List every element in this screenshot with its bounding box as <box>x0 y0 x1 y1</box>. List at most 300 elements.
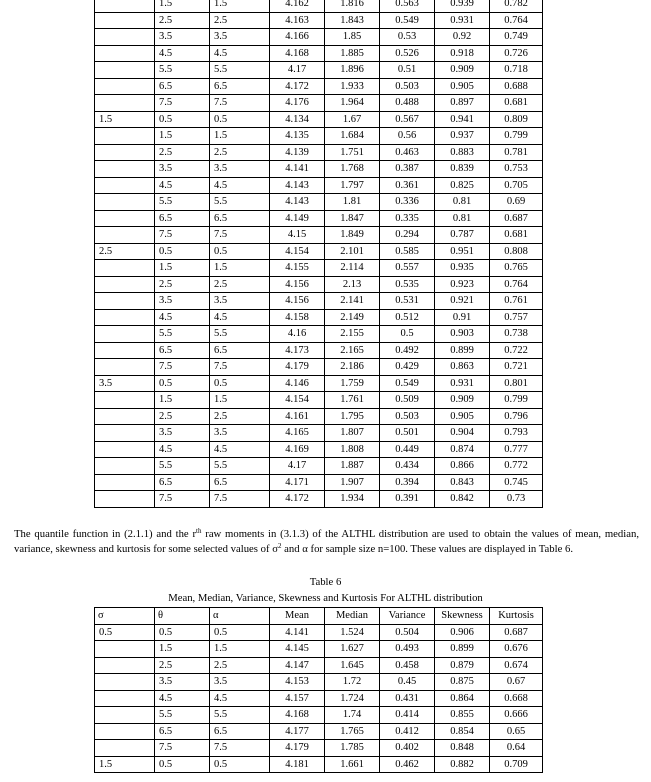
table-row <box>95 78 543 95</box>
table-row <box>95 392 543 409</box>
kurtosis-cell: 0.753 <box>490 161 543 178</box>
sigma-cell <box>95 458 155 475</box>
alpha-cell: 1.5 <box>210 641 270 658</box>
median-cell: 1.524 <box>325 624 380 641</box>
alpha-cell: 1.5 <box>210 260 270 277</box>
table-row <box>95 276 543 293</box>
median-cell: 2.155 <box>325 326 380 343</box>
sigma-cell <box>95 674 155 691</box>
sigma-cell: 2.5 <box>95 243 155 260</box>
kurtosis-cell: 0.801 <box>490 375 543 392</box>
header-alpha: α <box>210 608 270 625</box>
theta-cell: 2.5 <box>155 657 210 674</box>
kurtosis-cell: 0.64 <box>490 740 543 757</box>
table-row <box>95 723 543 740</box>
kurtosis-cell: 0.687 <box>490 624 543 641</box>
kurtosis-cell: 0.676 <box>490 641 543 658</box>
paragraph-text-2: raw moments in (3.1.3) of the ALTHL distribution are used to obtain the values of mean, median, variance, skewness and kurtosis for some selected values of σ <box>14 528 639 555</box>
table-row <box>95 243 543 260</box>
theta-cell: 3.5 <box>155 425 210 442</box>
kurtosis-cell: 0.781 <box>490 144 543 161</box>
theta-cell: 4.5 <box>155 441 210 458</box>
median-cell: 1.761 <box>325 392 380 409</box>
alpha-cell: 6.5 <box>210 723 270 740</box>
kurtosis-cell: 0.67 <box>490 674 543 691</box>
kurtosis-cell: 0.809 <box>490 111 543 128</box>
sigma-cell <box>95 177 155 194</box>
mean-cell: 4.149 <box>270 210 325 227</box>
theta-cell: 1.5 <box>155 128 210 145</box>
kurtosis-cell: 0.73 <box>490 491 543 508</box>
theta-cell: 3.5 <box>155 674 210 691</box>
theta-cell: 4.5 <box>155 177 210 194</box>
sigma-cell <box>95 309 155 326</box>
kurtosis-cell: 0.745 <box>490 474 543 491</box>
theta-cell: 2.5 <box>155 276 210 293</box>
header-kurtosis: Kurtosis <box>490 608 543 625</box>
sigma-cell <box>95 276 155 293</box>
skewness-cell: 0.909 <box>435 62 490 79</box>
skewness-cell: 0.931 <box>435 12 490 29</box>
alpha-cell: 5.5 <box>210 194 270 211</box>
variance-cell: 0.526 <box>380 45 435 62</box>
variance-cell: 0.501 <box>380 425 435 442</box>
alpha-cell: 3.5 <box>210 674 270 691</box>
median-cell: 1.81 <box>325 194 380 211</box>
mean-cell: 4.161 <box>270 408 325 425</box>
alpha-cell: 6.5 <box>210 342 270 359</box>
mean-cell: 4.139 <box>270 144 325 161</box>
table-row <box>95 144 543 161</box>
alpha-cell: 1.5 <box>210 128 270 145</box>
median-cell: 2.186 <box>325 359 380 376</box>
sigma-cell <box>95 408 155 425</box>
sigma-cell <box>95 707 155 724</box>
table-row <box>95 359 543 376</box>
variance-cell: 0.294 <box>380 227 435 244</box>
alpha-cell: 0.5 <box>210 111 270 128</box>
sigma-cell <box>95 29 155 46</box>
kurtosis-cell: 0.726 <box>490 45 543 62</box>
mean-cell: 4.173 <box>270 342 325 359</box>
alpha-cell: 4.5 <box>210 177 270 194</box>
variance-cell: 0.387 <box>380 161 435 178</box>
sigma-cell <box>95 740 155 757</box>
skewness-cell: 0.905 <box>435 78 490 95</box>
alpha-cell: 4.5 <box>210 309 270 326</box>
variance-cell: 0.391 <box>380 491 435 508</box>
sigma-cell <box>95 45 155 62</box>
sigma-cell: 1.5 <box>95 111 155 128</box>
skewness-cell: 0.875 <box>435 674 490 691</box>
sigma-cell <box>95 657 155 674</box>
kurtosis-cell: 0.765 <box>490 260 543 277</box>
header-mean: Mean <box>270 608 325 625</box>
mean-cell: 4.158 <box>270 309 325 326</box>
table-row <box>95 690 543 707</box>
theta-cell: 2.5 <box>155 12 210 29</box>
alpha-cell: 3.5 <box>210 29 270 46</box>
kurtosis-cell: 0.718 <box>490 62 543 79</box>
table-row <box>95 161 543 178</box>
theta-cell: 6.5 <box>155 342 210 359</box>
variance-cell: 0.429 <box>380 359 435 376</box>
sigma-cell <box>95 144 155 161</box>
skewness-cell: 0.91 <box>435 309 490 326</box>
theta-cell: 2.5 <box>155 408 210 425</box>
table-row <box>95 441 543 458</box>
median-cell: 1.645 <box>325 657 380 674</box>
kurtosis-cell: 0.782 <box>490 0 543 12</box>
sigma-cell <box>95 441 155 458</box>
theta-cell: 1.5 <box>155 0 210 12</box>
variance-cell: 0.503 <box>380 408 435 425</box>
mean-cell: 4.16 <box>270 326 325 343</box>
median-cell: 2.141 <box>325 293 380 310</box>
skewness-cell: 0.935 <box>435 260 490 277</box>
alpha-cell: 7.5 <box>210 227 270 244</box>
mean-cell: 4.162 <box>270 0 325 12</box>
mean-cell: 4.163 <box>270 12 325 29</box>
skewness-cell: 0.951 <box>435 243 490 260</box>
theta-cell: 0.5 <box>155 756 210 773</box>
alpha-cell: 5.5 <box>210 62 270 79</box>
table-6-body <box>95 624 543 773</box>
variance-cell: 0.503 <box>380 78 435 95</box>
alpha-cell: 3.5 <box>210 161 270 178</box>
sigma-cell <box>95 359 155 376</box>
skewness-cell: 0.842 <box>435 491 490 508</box>
mean-cell: 4.146 <box>270 375 325 392</box>
kurtosis-cell: 0.709 <box>490 756 543 773</box>
alpha-cell: 2.5 <box>210 408 270 425</box>
median-cell: 1.724 <box>325 690 380 707</box>
alpha-cell: 7.5 <box>210 95 270 112</box>
variance-cell: 0.504 <box>380 624 435 641</box>
median-cell: 1.887 <box>325 458 380 475</box>
mean-cell: 4.17 <box>270 62 325 79</box>
theta-cell: 6.5 <box>155 723 210 740</box>
median-cell: 1.964 <box>325 95 380 112</box>
kurtosis-cell: 0.65 <box>490 723 543 740</box>
mean-cell: 4.143 <box>270 177 325 194</box>
kurtosis-cell: 0.799 <box>490 128 543 145</box>
median-cell: 2.165 <box>325 342 380 359</box>
table-row <box>95 491 543 508</box>
mean-cell: 4.168 <box>270 45 325 62</box>
variance-cell: 0.434 <box>380 458 435 475</box>
table-5-continued <box>94 0 543 508</box>
theta-cell: 1.5 <box>155 641 210 658</box>
table-row <box>95 707 543 724</box>
sigma-cell <box>95 293 155 310</box>
table-row <box>95 624 543 641</box>
alpha-cell: 0.5 <box>210 624 270 641</box>
variance-cell: 0.402 <box>380 740 435 757</box>
header-skewness: Skewness <box>435 608 490 625</box>
theta-cell: 3.5 <box>155 161 210 178</box>
median-cell: 1.843 <box>325 12 380 29</box>
kurtosis-cell: 0.69 <box>490 194 543 211</box>
table-row <box>95 210 543 227</box>
theta-cell: 5.5 <box>155 62 210 79</box>
table-row <box>95 458 543 475</box>
skewness-cell: 0.918 <box>435 45 490 62</box>
table-row <box>95 111 543 128</box>
mean-cell: 4.156 <box>270 293 325 310</box>
kurtosis-cell: 0.687 <box>490 210 543 227</box>
theta-cell: 7.5 <box>155 740 210 757</box>
skewness-cell: 0.921 <box>435 293 490 310</box>
variance-cell: 0.412 <box>380 723 435 740</box>
kurtosis-cell: 0.688 <box>490 78 543 95</box>
kurtosis-cell: 0.668 <box>490 690 543 707</box>
kurtosis-cell: 0.757 <box>490 309 543 326</box>
table-row <box>95 45 543 62</box>
mean-cell: 4.168 <box>270 707 325 724</box>
kurtosis-cell: 0.674 <box>490 657 543 674</box>
skewness-cell: 0.903 <box>435 326 490 343</box>
mean-cell: 4.155 <box>270 260 325 277</box>
sigma-cell <box>95 641 155 658</box>
sigma-cell <box>95 491 155 508</box>
theta-cell: 3.5 <box>155 29 210 46</box>
median-cell: 1.797 <box>325 177 380 194</box>
table-row <box>95 342 543 359</box>
variance-cell: 0.394 <box>380 474 435 491</box>
median-cell: 2.13 <box>325 276 380 293</box>
paragraph-text-3: and α for sample size n=100. These values are displayed in Table 6. <box>281 543 574 555</box>
mean-cell: 4.176 <box>270 95 325 112</box>
alpha-cell: 7.5 <box>210 491 270 508</box>
variance-cell: 0.563 <box>380 0 435 12</box>
kurtosis-cell: 0.681 <box>490 95 543 112</box>
alpha-cell: 1.5 <box>210 392 270 409</box>
sigma-cell <box>95 227 155 244</box>
skewness-cell: 0.905 <box>435 408 490 425</box>
alpha-cell: 4.5 <box>210 45 270 62</box>
sigma-cell: 1.5 <box>95 756 155 773</box>
median-cell: 1.74 <box>325 707 380 724</box>
variance-cell: 0.458 <box>380 657 435 674</box>
alpha-cell: 2.5 <box>210 144 270 161</box>
alpha-cell: 5.5 <box>210 458 270 475</box>
kurtosis-cell: 0.772 <box>490 458 543 475</box>
sigma-cell <box>95 78 155 95</box>
kurtosis-cell: 0.793 <box>490 425 543 442</box>
mean-cell: 4.15 <box>270 227 325 244</box>
variance-cell: 0.335 <box>380 210 435 227</box>
skewness-cell: 0.92 <box>435 29 490 46</box>
table-row <box>95 62 543 79</box>
mean-cell: 4.156 <box>270 276 325 293</box>
alpha-cell: 7.5 <box>210 740 270 757</box>
mean-cell: 4.169 <box>270 441 325 458</box>
theta-cell: 6.5 <box>155 210 210 227</box>
skewness-cell: 0.897 <box>435 95 490 112</box>
header-median: Median <box>325 608 380 625</box>
paragraph-superscript-2: 2 <box>277 542 282 550</box>
mean-cell: 4.141 <box>270 161 325 178</box>
skewness-cell: 0.81 <box>435 194 490 211</box>
theta-cell: 6.5 <box>155 78 210 95</box>
table-row <box>95 12 543 29</box>
theta-cell: 3.5 <box>155 293 210 310</box>
table-row <box>95 740 543 757</box>
skewness-cell: 0.882 <box>435 756 490 773</box>
mean-cell: 4.179 <box>270 359 325 376</box>
alpha-cell: 3.5 <box>210 293 270 310</box>
theta-cell: 0.5 <box>155 375 210 392</box>
kurtosis-cell: 0.808 <box>490 243 543 260</box>
skewness-cell: 0.848 <box>435 740 490 757</box>
sigma-cell <box>95 12 155 29</box>
theta-cell: 6.5 <box>155 474 210 491</box>
sigma-cell <box>95 161 155 178</box>
mean-cell: 4.134 <box>270 111 325 128</box>
table-6-header-row <box>95 608 543 625</box>
mean-cell: 4.153 <box>270 674 325 691</box>
skewness-cell: 0.863 <box>435 359 490 376</box>
variance-cell: 0.567 <box>380 111 435 128</box>
kurtosis-cell: 0.761 <box>490 293 543 310</box>
variance-cell: 0.512 <box>380 309 435 326</box>
theta-cell: 1.5 <box>155 392 210 409</box>
variance-cell: 0.549 <box>380 12 435 29</box>
median-cell: 1.768 <box>325 161 380 178</box>
table-row <box>95 0 543 12</box>
skewness-cell: 0.839 <box>435 161 490 178</box>
table-row <box>95 293 543 310</box>
median-cell: 1.849 <box>325 227 380 244</box>
theta-cell: 0.5 <box>155 624 210 641</box>
variance-cell: 0.557 <box>380 260 435 277</box>
mean-cell: 4.135 <box>270 128 325 145</box>
skewness-cell: 0.909 <box>435 392 490 409</box>
mean-cell: 4.154 <box>270 392 325 409</box>
table-row <box>95 177 543 194</box>
kurtosis-cell: 0.764 <box>490 276 543 293</box>
median-cell: 1.85 <box>325 29 380 46</box>
skewness-cell: 0.879 <box>435 657 490 674</box>
mean-cell: 4.145 <box>270 641 325 658</box>
alpha-cell: 6.5 <box>210 474 270 491</box>
header-theta: θ <box>155 608 210 625</box>
header-variance: Variance <box>380 608 435 625</box>
alpha-cell: 5.5 <box>210 326 270 343</box>
sigma-cell <box>95 128 155 145</box>
sigma-cell <box>95 194 155 211</box>
variance-cell: 0.53 <box>380 29 435 46</box>
table-5-body <box>95 0 543 507</box>
theta-cell: 4.5 <box>155 45 210 62</box>
skewness-cell: 0.787 <box>435 227 490 244</box>
alpha-cell: 0.5 <box>210 756 270 773</box>
variance-cell: 0.463 <box>380 144 435 161</box>
median-cell: 1.751 <box>325 144 380 161</box>
table-row <box>95 408 543 425</box>
median-cell: 1.808 <box>325 441 380 458</box>
variance-cell: 0.431 <box>380 690 435 707</box>
sigma-cell: 0.5 <box>95 624 155 641</box>
table-row <box>95 425 543 442</box>
skewness-cell: 0.941 <box>435 111 490 128</box>
paragraph-superscript-th: th <box>196 527 202 535</box>
median-cell: 1.684 <box>325 128 380 145</box>
variance-cell: 0.361 <box>380 177 435 194</box>
skewness-cell: 0.931 <box>435 375 490 392</box>
sigma-cell <box>95 62 155 79</box>
variance-cell: 0.5 <box>380 326 435 343</box>
variance-cell: 0.531 <box>380 293 435 310</box>
alpha-cell: 2.5 <box>210 12 270 29</box>
median-cell: 1.933 <box>325 78 380 95</box>
alpha-cell: 3.5 <box>210 425 270 442</box>
alpha-cell: 6.5 <box>210 78 270 95</box>
median-cell: 1.67 <box>325 111 380 128</box>
alpha-cell: 5.5 <box>210 707 270 724</box>
kurtosis-cell: 0.681 <box>490 227 543 244</box>
mean-cell: 4.143 <box>270 194 325 211</box>
skewness-cell: 0.904 <box>435 425 490 442</box>
skewness-cell: 0.854 <box>435 723 490 740</box>
skewness-cell: 0.937 <box>435 128 490 145</box>
variance-cell: 0.45 <box>380 674 435 691</box>
skewness-cell: 0.866 <box>435 458 490 475</box>
median-cell: 1.72 <box>325 674 380 691</box>
sigma-cell <box>95 342 155 359</box>
table-row <box>95 756 543 773</box>
variance-cell: 0.493 <box>380 641 435 658</box>
mean-cell: 4.165 <box>270 425 325 442</box>
skewness-cell: 0.923 <box>435 276 490 293</box>
alpha-cell: 1.5 <box>210 0 270 12</box>
skewness-cell: 0.855 <box>435 707 490 724</box>
skewness-cell: 0.874 <box>435 441 490 458</box>
mean-cell: 4.157 <box>270 690 325 707</box>
kurtosis-cell: 0.796 <box>490 408 543 425</box>
variance-cell: 0.56 <box>380 128 435 145</box>
theta-cell: 5.5 <box>155 326 210 343</box>
mean-cell: 4.177 <box>270 723 325 740</box>
kurtosis-cell: 0.799 <box>490 392 543 409</box>
theta-cell: 2.5 <box>155 144 210 161</box>
skewness-cell: 0.939 <box>435 0 490 12</box>
sigma-cell <box>95 95 155 112</box>
median-cell: 1.907 <box>325 474 380 491</box>
median-cell: 2.114 <box>325 260 380 277</box>
theta-cell: 0.5 <box>155 111 210 128</box>
skewness-cell: 0.899 <box>435 641 490 658</box>
table-row <box>95 375 543 392</box>
theta-cell: 5.5 <box>155 194 210 211</box>
table-row <box>95 657 543 674</box>
mean-cell: 4.166 <box>270 29 325 46</box>
alpha-cell: 0.5 <box>210 375 270 392</box>
kurtosis-cell: 0.721 <box>490 359 543 376</box>
sigma-cell <box>95 326 155 343</box>
variance-cell: 0.488 <box>380 95 435 112</box>
mean-cell: 4.172 <box>270 491 325 508</box>
sigma-cell: 3.5 <box>95 375 155 392</box>
median-cell: 1.934 <box>325 491 380 508</box>
variance-cell: 0.549 <box>380 375 435 392</box>
table-row <box>95 674 543 691</box>
kurtosis-cell: 0.722 <box>490 342 543 359</box>
table-6 <box>94 607 543 773</box>
kurtosis-cell: 0.764 <box>490 12 543 29</box>
skewness-cell: 0.864 <box>435 690 490 707</box>
